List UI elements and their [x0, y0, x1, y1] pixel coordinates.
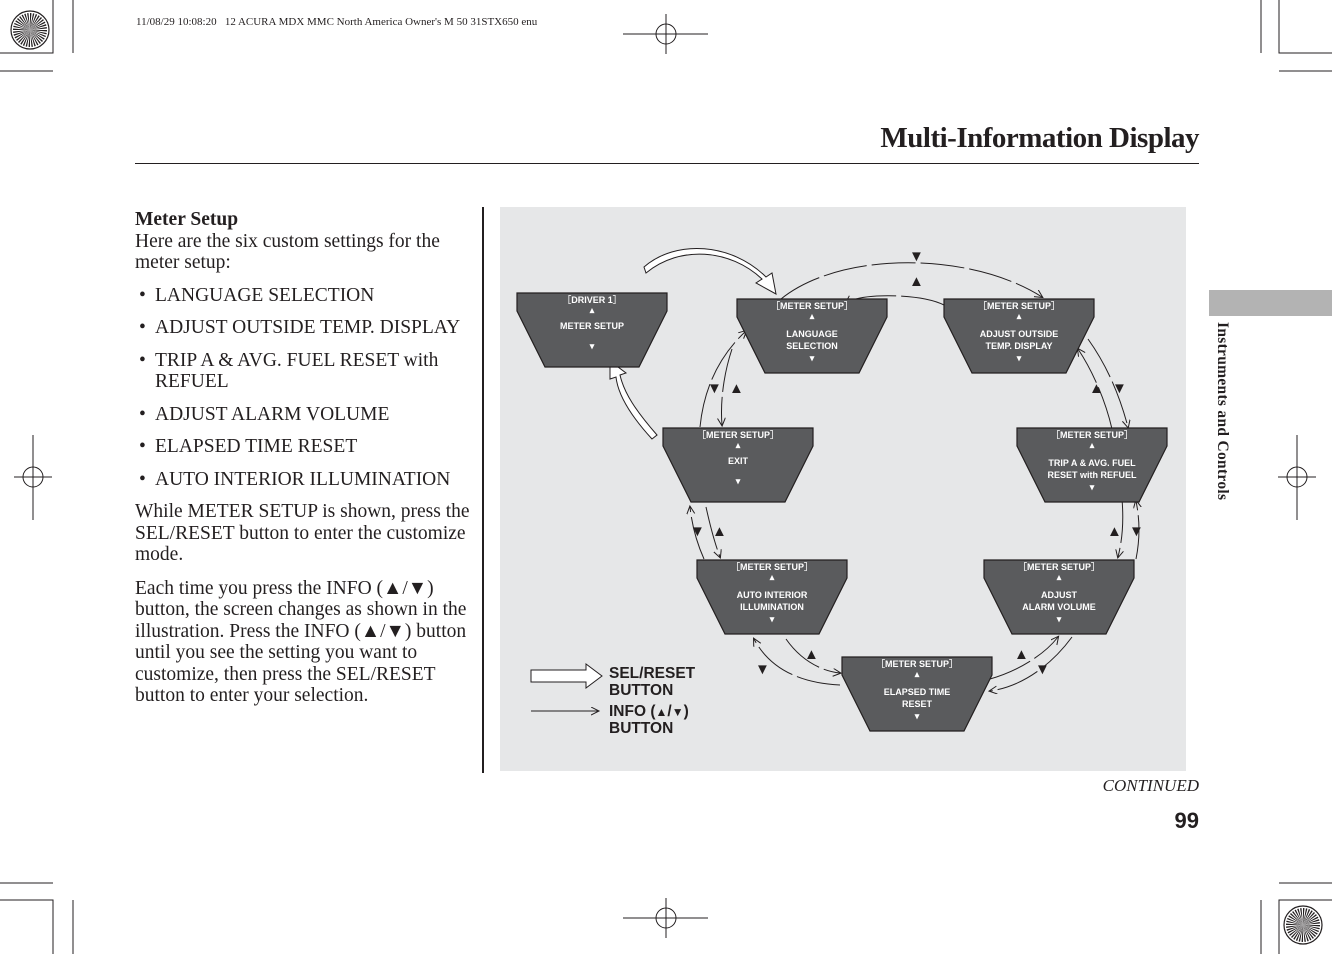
paragraph-info-button: Each time you press the INFO (▲/▼) button, the screen changes as shown in the illustration. Press the INFO (▲/▼) button until you see the setting you want to customize, then press the SEL/RESET button to enter your selection.: [135, 577, 467, 706]
up-arrow-icon: ▲: [729, 380, 744, 397]
down-arrow-icon: ▼: [1112, 380, 1127, 397]
down-arrow-icon: ▼: [909, 248, 924, 265]
up-arrow-icon: ▲: [1014, 646, 1029, 663]
down-arrow-icon: ▼: [671, 705, 684, 719]
continued-label: CONTINUED: [1102, 776, 1199, 795]
screen-text: TRIP A & AVG. FUEL: [1048, 458, 1136, 468]
up-arrow-icon: ▲: [383, 577, 403, 599]
starburst-target: [11, 11, 49, 49]
down-arrow-icon: ▾: [1056, 614, 1062, 624]
up-arrow-icon: ▲: [655, 705, 668, 719]
screen-text: ALARM VOLUME: [1022, 602, 1096, 612]
up-arrow-icon: ▲: [1107, 523, 1122, 540]
screen-header: ［METER SETUP］: [1017, 562, 1101, 572]
sel-reset-label: SEL/RESET: [609, 665, 696, 682]
sel-reset-label-2: BUTTON: [609, 682, 674, 699]
up-arrow-icon: ▴: [809, 311, 815, 321]
down-arrow-icon: ▼: [1129, 523, 1144, 540]
screen-text: ILLUMINATION: [740, 602, 804, 612]
display-screen: [737, 299, 887, 373]
display-screen: [944, 299, 1094, 373]
down-arrow-icon: ▾: [1089, 482, 1095, 492]
down-arrow-icon: ▼: [1035, 661, 1050, 678]
down-arrow-icon: ▼: [707, 380, 722, 397]
list-item: • ADJUST ALARM VOLUME: [135, 404, 475, 426]
down-arrow-icon: ▼: [690, 523, 705, 540]
screen-header: ［METER SETUP］: [1050, 430, 1134, 440]
down-arrow-icon: ▼: [755, 661, 770, 678]
screen-text: ADJUST OUTSIDE: [979, 329, 1059, 339]
screen-text: RESET with REFUEL: [1047, 470, 1137, 480]
screen-text: RESET: [901, 699, 933, 709]
down-arrow-icon: ▼: [407, 577, 428, 599]
screen-header: ［METER SETUP］: [875, 659, 959, 669]
page-title: Multi-Information Display: [880, 122, 1199, 154]
down-arrow-icon: ▾: [1016, 353, 1022, 363]
section-tab-label: Instruments and Controls: [1214, 322, 1231, 501]
paragraph-enter-mode: While METER SETUP is shown, press the SEL/RESET button to enter the customize mode.: [135, 501, 470, 565]
screen-header: ［METER SETUP］: [770, 301, 854, 311]
flow-line: [990, 637, 1072, 691]
screen-header: ［METER SETUP］: [730, 562, 814, 572]
sel-reset-legend-arrow: [531, 664, 602, 688]
up-arrow-icon: ▴: [1089, 440, 1095, 450]
title-rule: [135, 163, 1199, 164]
down-arrow-icon: ▾: [769, 614, 775, 624]
screen-text: EXIT: [727, 456, 749, 466]
down-arrow-icon: ▾: [735, 476, 741, 486]
legend: [531, 664, 696, 737]
up-arrow-icon: ▲: [712, 523, 727, 540]
down-arrow-icon: ▾: [589, 341, 595, 351]
up-arrow-icon: ▴: [735, 440, 741, 450]
page-number: 99: [1174, 808, 1199, 833]
screen-header: ［DRIVER 1］: [562, 295, 622, 305]
up-arrow-icon: ▴: [914, 669, 920, 679]
list-item: • AUTO INTERIOR ILLUMINATION: [135, 469, 475, 491]
registration-mark-top: [623, 14, 708, 54]
display-screen: [663, 428, 813, 502]
screen-text: LANGUAGE: [786, 329, 838, 339]
down-arrow-icon: ▾: [809, 353, 815, 363]
down-arrow-icon: ▼: [385, 620, 405, 642]
up-arrow-icon: ▴: [1056, 572, 1062, 582]
display-screen: [842, 657, 992, 731]
screen-text: ADJUST: [1040, 590, 1078, 600]
up-arrow-icon: ▲: [804, 646, 819, 663]
print-header: 11/08/29 10:08:20 12 ACURA MDX MMC North America Owner's M 50 31STX650 enu: [136, 16, 538, 28]
flow-line: [700, 331, 746, 427]
down-arrow-icon: ▾: [914, 711, 920, 721]
list-item: • ADJUST OUTSIDE TEMP. DISPLAY: [135, 317, 475, 339]
section-heading: Meter Setup: [135, 209, 239, 230]
body-text: [135, 209, 475, 719]
screen-text: METER SETUP: [559, 321, 625, 331]
screen-text: ELAPSED TIME: [883, 687, 951, 697]
intro-text: Here are the six custom settings for the meter setup:: [135, 230, 440, 273]
screen-header: ［METER SETUP］: [977, 301, 1061, 311]
info-label-2: BUTTON: [609, 720, 674, 737]
display-screen: [984, 560, 1134, 634]
up-arrow-icon: ▲: [360, 620, 381, 642]
list-item: • TRIP A & AVG. FUEL RESET with REFUEL: [135, 350, 475, 393]
registration-mark-right: [1278, 435, 1316, 520]
screen-text: AUTO INTERIOR: [736, 590, 808, 600]
display-screen: [1017, 428, 1167, 502]
list-item: • ELAPSED TIME RESET: [135, 436, 475, 458]
sel-reset-arrow-exit-to-driver: [610, 361, 657, 439]
up-arrow-icon: ▴: [1016, 311, 1022, 321]
list-item: • LANGUAGE SELECTION: [135, 285, 475, 307]
column-rule: [482, 207, 484, 773]
up-arrow-icon: ▲: [1089, 380, 1104, 397]
display-screen: [517, 293, 667, 367]
registration-mark-bottom: [623, 898, 708, 938]
registration-mark-left: [14, 435, 52, 520]
info-label: INFO (▲/▼): [609, 703, 689, 720]
display-screen: [697, 560, 847, 634]
up-arrow-icon: ▴: [769, 572, 775, 582]
sel-reset-arrow-to-language: [644, 248, 776, 294]
meter-setup-diagram: [500, 207, 1186, 771]
screen-header: ［METER SETUP］: [696, 430, 780, 440]
up-arrow-icon: ▲: [909, 273, 924, 290]
screen-text: SELECTION: [786, 341, 838, 351]
section-tab: [1209, 290, 1332, 316]
starburst-target: [1284, 906, 1322, 944]
up-arrow-icon: ▴: [589, 305, 595, 315]
screen-text: TEMP. DISPLAY: [985, 341, 1053, 351]
settings-list: [135, 285, 475, 491]
